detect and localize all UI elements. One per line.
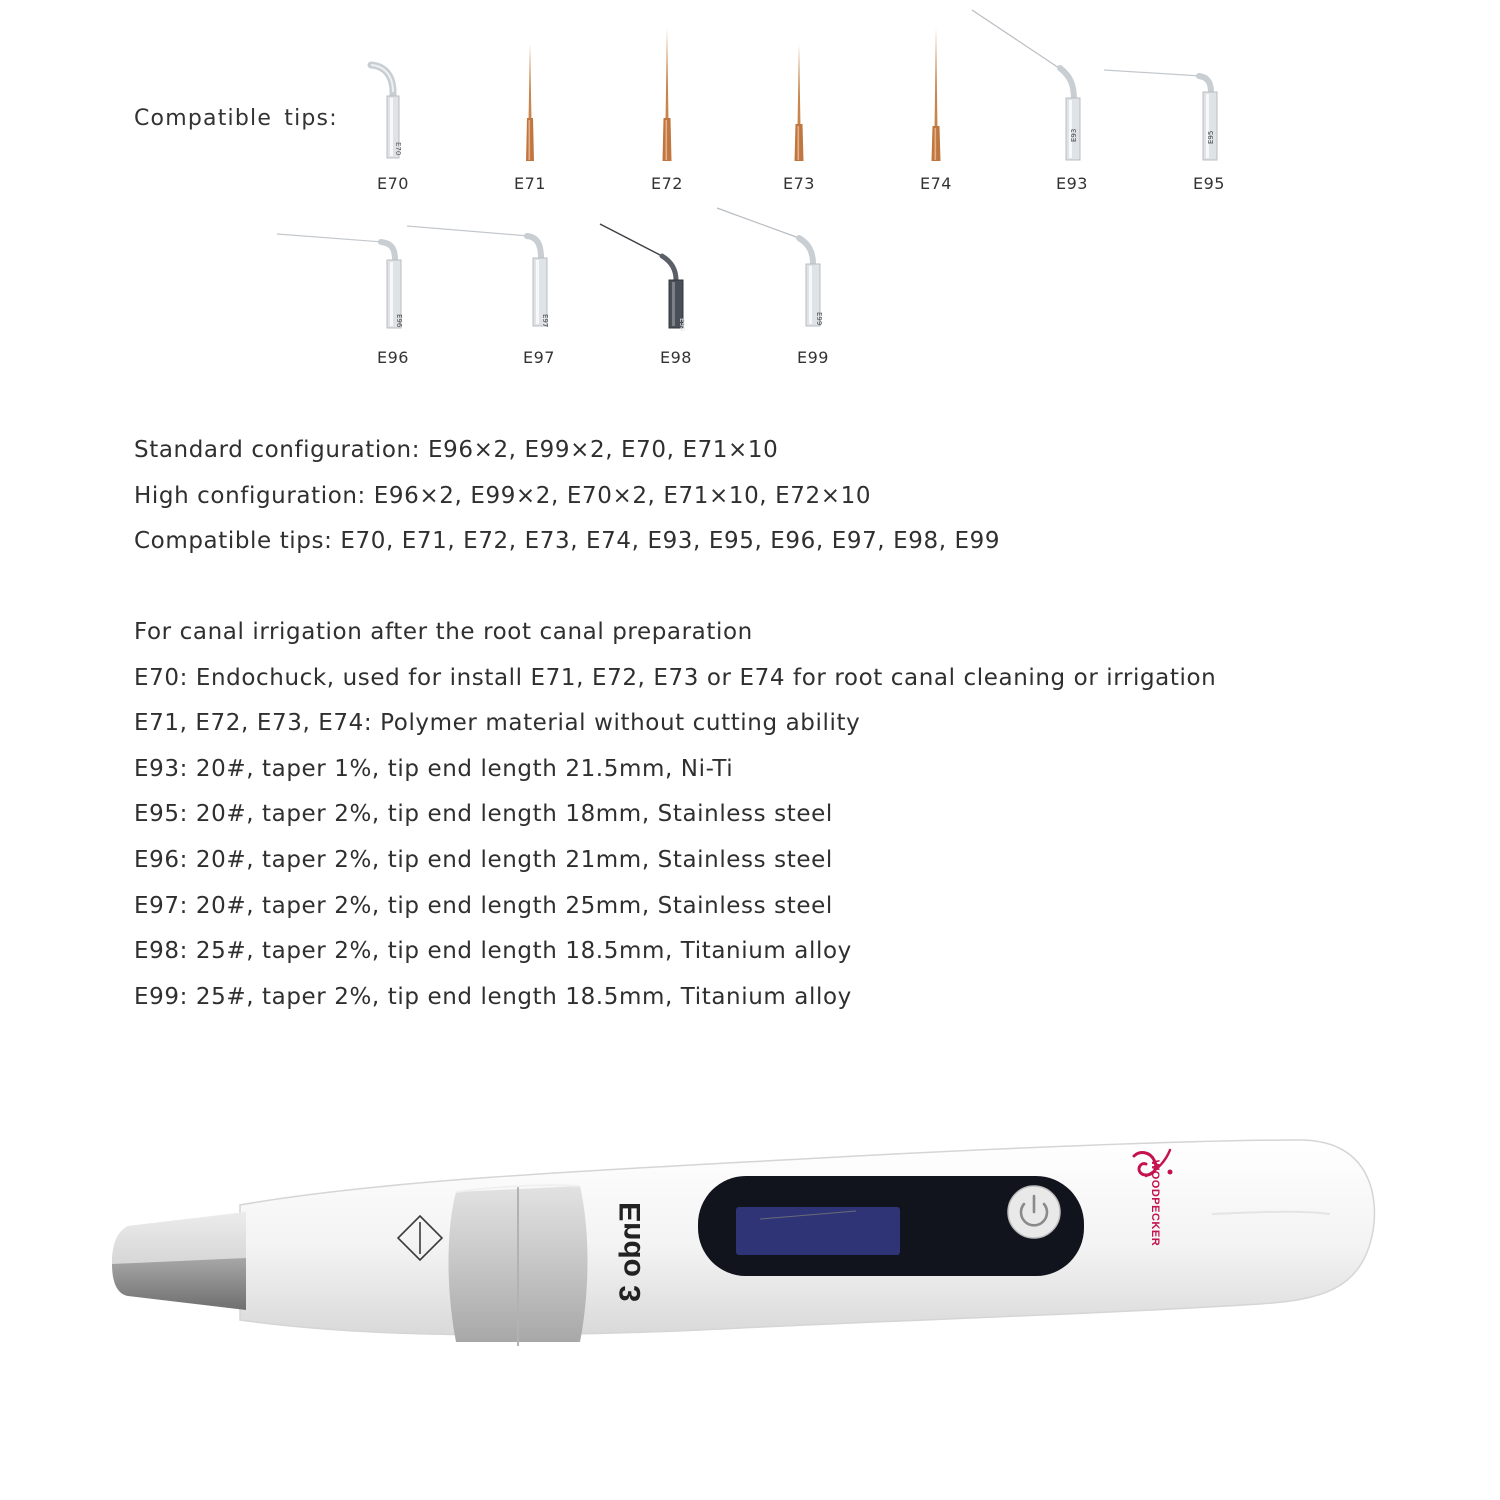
- tip-label: E97: [523, 348, 555, 367]
- tip-e97-image: [479, 214, 599, 344]
- e93-description: E93: 20#, taper 1%, tip end length 21.5mm, Ni-Ti: [134, 755, 734, 782]
- usage-line: For canal irrigation after the root canal preparation: [134, 619, 753, 645]
- compatible-tips-line: Compatible tips: E70, E71, E72, E73, E74, E93, E95, E96, E97, E98, E99: [134, 528, 1001, 555]
- tip-e70-image: [333, 40, 453, 170]
- tip-label: E98: [660, 348, 692, 367]
- svg-text:E70: E70: [394, 142, 402, 156]
- tip-details-list: [134, 610, 1216, 1020]
- tip-label: E72: [651, 174, 683, 193]
- svg-text:E96: E96: [395, 314, 403, 328]
- power-button-icon[interactable]: [1008, 1186, 1060, 1238]
- tip-label: E99: [797, 348, 829, 367]
- svg-text:E93: E93: [1070, 128, 1078, 142]
- tip-label: E95: [1193, 174, 1225, 193]
- svg-text:E97: E97: [541, 314, 549, 328]
- tip-e73-image: [739, 40, 859, 170]
- brand-logo-text: WOODPECKER: [1149, 1159, 1161, 1247]
- tip-label: E73: [783, 174, 815, 193]
- tip-e95-image: [1149, 40, 1269, 170]
- standard-configuration-line: Standard configuration: E96×2, E99×2, E70, E71×10: [134, 437, 779, 463]
- svg-text:E95: E95: [1207, 130, 1215, 144]
- configuration-list: [134, 428, 1000, 565]
- tip-label: E70: [377, 174, 409, 193]
- tip-label: E96: [377, 348, 409, 367]
- tip-e98-image: [616, 214, 736, 344]
- tip-e96-image: [333, 214, 453, 344]
- polymer-tips-description: E71, E72, E73, E74: Polymer material without cutting ability: [134, 710, 861, 737]
- tip-e93-image: [1012, 8, 1132, 170]
- tip-e74-image: [876, 24, 996, 170]
- tip-label: E74: [920, 174, 952, 193]
- svg-text:E98: E98: [678, 318, 686, 332]
- e95-description: E95: 20#, taper 2%, tip end length 18mm, Stainless steel: [134, 801, 833, 828]
- tip-label: E71: [514, 174, 546, 193]
- handpiece-image: [0, 1100, 1500, 1400]
- e96-description: E96: 20#, taper 2%, tip end length 21mm, Stainless steel: [134, 846, 833, 873]
- compatible-tips-heading: Compatible tips:: [134, 106, 338, 131]
- e97-description: E97: 20#, taper 2%, tip end length 25mm, Stainless steel: [134, 892, 833, 919]
- svg-text:E99: E99: [815, 312, 823, 326]
- e99-description: E99: 25#, taper 2%, tip end length 18.5mm, Titanium alloy: [134, 983, 852, 1010]
- high-configuration-line: High configuration: E96×2, E99×2, E70×2, E71×10, E72×10: [134, 482, 872, 509]
- model-name: Endo 3: [614, 1201, 647, 1302]
- tip-e71-image: [470, 40, 590, 170]
- tip-e99-image: [753, 200, 873, 344]
- e70-description: E70: Endochuck, used for install E71, E72, E73 or E74 for root canal cleaning or irrigation: [134, 664, 1217, 691]
- e98-description: E98: 25#, taper 2%, tip end length 18.5mm, Titanium alloy: [134, 938, 852, 965]
- tip-e72-image: [607, 24, 727, 170]
- tip-label: E93: [1056, 174, 1088, 193]
- endo-3-handpiece: [0, 1100, 1500, 1400]
